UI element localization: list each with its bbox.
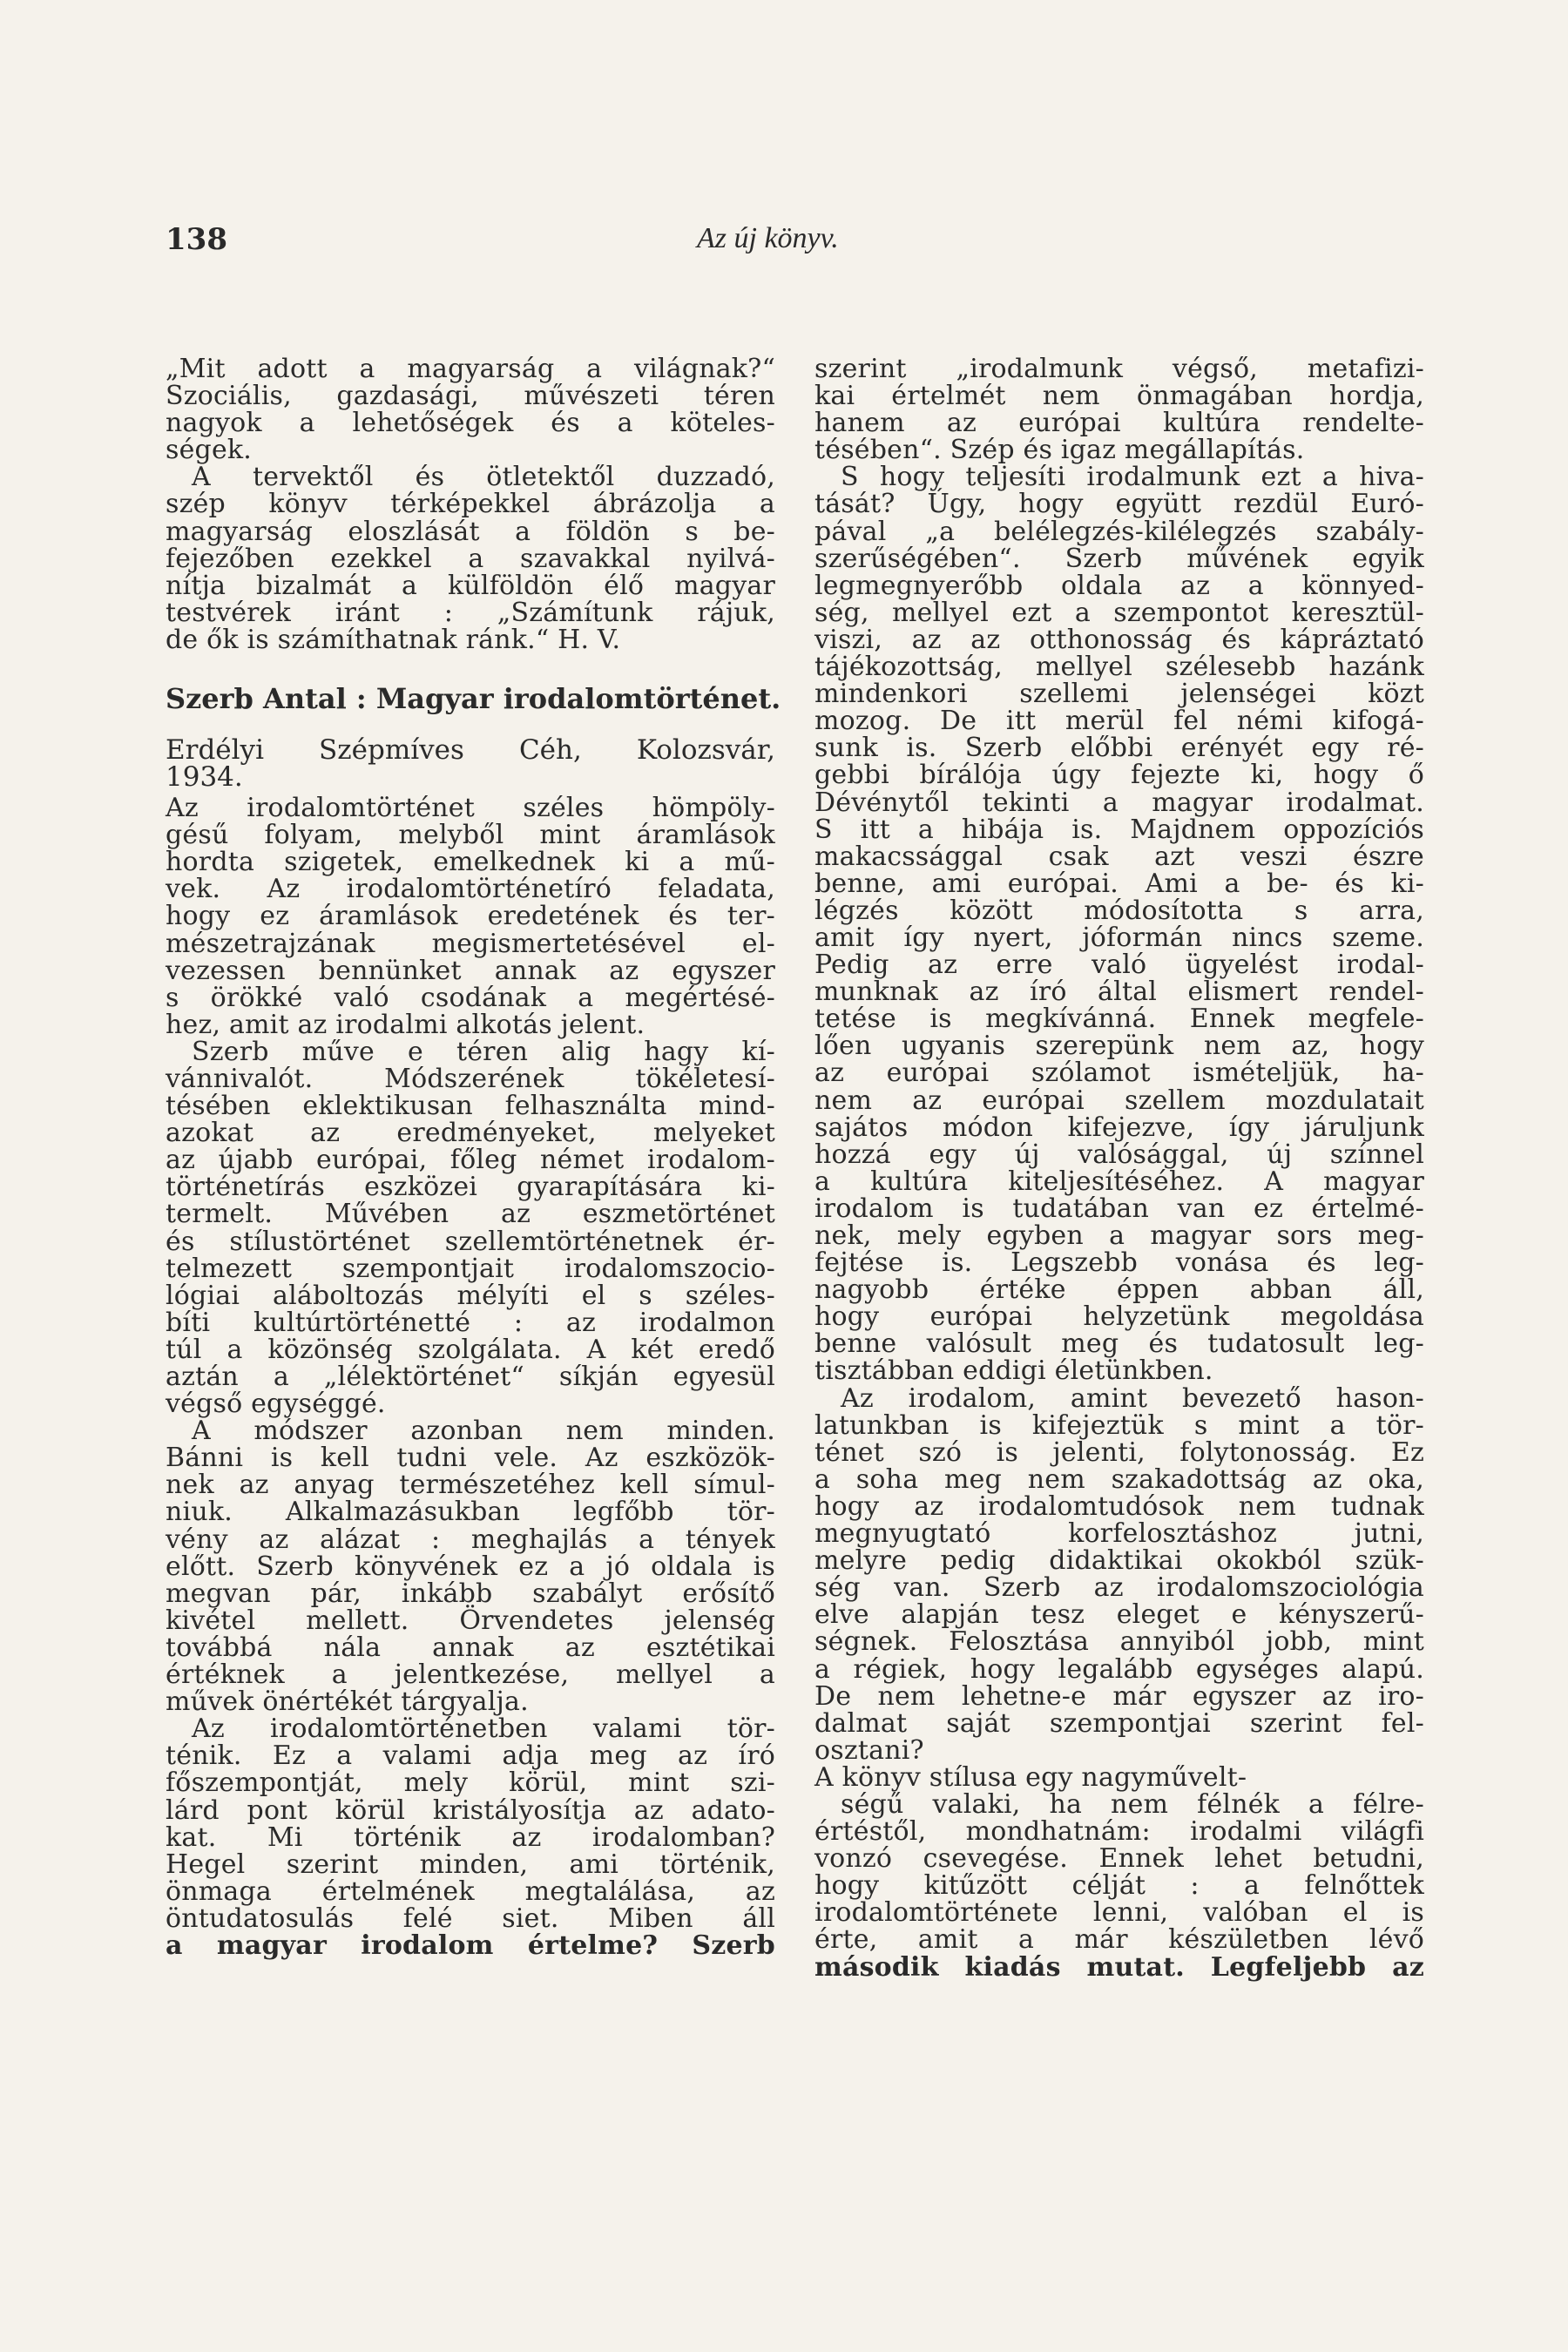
text-line: az európai szólamot ismételjük, ha- xyxy=(814,1058,1424,1089)
text-line: A módszer azonban nem minden. xyxy=(192,1416,775,1447)
text-line: nagyok a lehetőségek és a köteles- xyxy=(166,408,775,439)
text-line: Az irodalomtörténet széles hömpöly- xyxy=(166,793,775,824)
text-line: termelt. Művében az eszmetörténet xyxy=(166,1199,775,1230)
text-line: a magyar irodalom értelme? Szerb xyxy=(166,1930,775,1961)
text-line: szép könyv térképekkel ábrázolja a xyxy=(166,489,775,520)
text-line: nítja bizalmát a külföldön élő magyar xyxy=(166,570,775,601)
text-line: öntudatosulás felé siet. Miben áll xyxy=(166,1903,775,1934)
text-line: benne valósult meg és tudatosult leg- xyxy=(814,1328,1424,1360)
text-line: vánnivalót. Módszerének tökéletesí- xyxy=(166,1063,775,1094)
text-line: benne, ami európai. Ami a be- és ki- xyxy=(814,868,1424,899)
running-title: Az új könyv. xyxy=(697,222,839,254)
text-line: tésében eklektikusan felhasználta mind- xyxy=(166,1091,775,1122)
text-line: De nem lehetne-e már egyszer az iro- xyxy=(814,1680,1424,1712)
text-line: önmaga értelmének megtalálása, az xyxy=(166,1876,775,1907)
text-line: ségek. xyxy=(166,435,253,466)
text-line: kat. Mi történik az irodalomban? xyxy=(166,1821,775,1853)
text-line: mészetrajzának megismertetésével el- xyxy=(166,928,775,959)
text-line: s örökké való csodának a megértésé- xyxy=(166,982,775,1013)
text-line: értéknek a jelentkezése, mellyel a xyxy=(166,1659,775,1691)
text-line: továbbá nála annak az esztétikai xyxy=(166,1632,775,1663)
text-line: hogy az irodalomtudósok nem tudnak xyxy=(814,1490,1424,1522)
text-line: mindenkori szellemi jelenségei közt xyxy=(814,679,1424,710)
text-line: irodalom is tudatában van ez értelmé- xyxy=(814,1193,1424,1224)
text-line: vek. Az irodalomtörténetíró feladata, xyxy=(166,874,775,905)
text-line: tisztábban eddigi életünkben. xyxy=(814,1355,1213,1387)
text-line: tájékozottság, mellyel szélesebb hazánk xyxy=(814,652,1424,683)
text-line: főszempontját, mely körül, mint szi- xyxy=(166,1767,775,1799)
text-line: szerűségében“. Szerb művének egyik xyxy=(814,543,1424,574)
text-line: légzés között módosította s arra, xyxy=(814,895,1424,926)
text-line: niuk. Alkalmazásukban legfőbb tör- xyxy=(166,1497,775,1528)
text-line: sajátos módon kifejezve, így járuljunk xyxy=(814,1112,1424,1143)
text-line: a kultúra kiteljesítéséhez. A magyar xyxy=(814,1166,1424,1197)
text-line: megvan pár, inkább szabályt erősítő xyxy=(166,1578,775,1609)
text-line: második kiadás mutat. Legfeljebb az xyxy=(814,1951,1424,1983)
text-line: hordta szigetek, emelkednek ki a mű- xyxy=(166,847,775,878)
left-column xyxy=(166,354,781,1961)
text-line: lárd pont körül kristályosítja az adato- xyxy=(166,1794,775,1826)
text-line: megnyugtató korfelosztáshoz jutni, xyxy=(814,1518,1424,1550)
page-number: 138 xyxy=(166,222,227,257)
right-column xyxy=(814,355,1424,1981)
text-line: Pedig az erre való ügyelést irodal- xyxy=(814,950,1424,981)
text-line: hogy európai helyzetünk megoldása xyxy=(814,1301,1424,1333)
text-line: hogy kitűzött célját : a felnőttek xyxy=(814,1870,1424,1902)
text-line: makacssággal csak azt veszi észre xyxy=(814,841,1424,872)
text-line: A tervektől és ötletektől duzzadó, xyxy=(192,462,775,493)
text-line: mozog. De itt merül fel némi kifogá- xyxy=(814,706,1424,737)
text-line: de ők is számíthatnak ránk.“ H. V. xyxy=(166,624,621,655)
text-line: értéstől, mondhatnám: irodalmi világfi xyxy=(814,1816,1424,1848)
text-line: Bánni is kell tudni vele. Az eszközök- xyxy=(166,1443,775,1474)
text-line: hogy ez áramlások eredetének és ter- xyxy=(166,901,775,932)
text-line: nek, mely egyben a magyar sors meg- xyxy=(814,1220,1424,1251)
text-line: dalmat saját szempontjai szerint fel- xyxy=(814,1707,1424,1739)
text-line: túl a közönség szolgálata. A két eredő xyxy=(166,1334,775,1365)
text-line: ténet szó is jelenti, folytonosság. Ez xyxy=(814,1436,1424,1468)
text-line: melyre pedig didaktikai okokból szük- xyxy=(814,1545,1424,1577)
text-line: gebbi bírálója úgy fejezte ki, hogy ő xyxy=(814,760,1424,791)
book-publication-info: 1934. xyxy=(166,761,243,794)
text-line: irodalomtörténete lenni, valóban el is xyxy=(814,1897,1424,1929)
text-line: gésű folyam, melyből mint áramlások xyxy=(166,820,775,851)
text-line: nek az anyag természetéhez kell símul- xyxy=(166,1470,775,1501)
text-line: előtt. Szerb könyvének ez a jó oldala is xyxy=(166,1551,775,1582)
text-line: történetírás eszközei gyarapítására ki- xyxy=(166,1172,775,1203)
text-line: művek önértékét tárgyalja. xyxy=(166,1686,529,1718)
text-line: kai értelmét nem önmagában hordja, xyxy=(814,381,1424,412)
text-line: a soha meg nem szakadottság az oka, xyxy=(814,1463,1424,1495)
page-header xyxy=(166,222,902,266)
text-line: vény az alázat : meghajlás a tények xyxy=(166,1524,775,1555)
text-line: S hogy teljesíti irodalmunk ezt a hiva- xyxy=(841,462,1424,493)
text-line: azokat az eredményeket, melyeket xyxy=(166,1118,775,1149)
text-line: lógiai aláboltozás mélyíti el s széles- xyxy=(166,1280,775,1311)
text-line: tását? Úgy, hogy együtt rezdül Euró- xyxy=(814,489,1424,520)
text-line: Szociális, gazdasági, művészeti téren xyxy=(166,381,775,412)
text-line: legmegnyerőbb oldala az a könnyed- xyxy=(814,570,1424,601)
text-line: tésében“. Szép és igaz megállapítás. xyxy=(814,435,1305,466)
text-line: Hegel szerint minden, ami történik, xyxy=(166,1848,775,1880)
text-line: hanem az európai kultúra rendelte- xyxy=(814,408,1424,439)
text-line: fejtése is. Legszebb vonása és leg- xyxy=(814,1247,1424,1279)
text-line: ténik. Ez a valami adja meg az író xyxy=(166,1740,775,1772)
text-line: Szerb műve e téren alig hagy kí- xyxy=(192,1036,775,1067)
text-line: osztani? xyxy=(814,1734,924,1766)
text-line: pával „a belélegzés-kilélegzés szabály- xyxy=(814,516,1424,547)
text-line: sunk is. Szerb előbbi erényét egy ré- xyxy=(814,733,1424,764)
text-line: lően ugyanis szerepünk nem az, hogy xyxy=(814,1031,1424,1062)
text-line: hez, amit az irodalmi alkotás jelent. xyxy=(166,1009,645,1040)
text-line: a régiek, hogy legalább egységes alapú. xyxy=(814,1653,1424,1685)
text-line: kivétel mellett. Örvendetes jelenség xyxy=(166,1605,775,1636)
text-line: vonzó csevegése. Ennek lehet betudni, xyxy=(814,1843,1424,1875)
text-line: végső egységgé. xyxy=(166,1389,386,1420)
text-line: „Mit adott a magyarság a világnak?“ xyxy=(166,354,775,384)
spacer xyxy=(166,653,775,679)
text-line: fejezőben ezekkel a szavakkal nyilvá- xyxy=(166,543,775,574)
text-line: ség, mellyel ezt a szempontot keresztül- xyxy=(814,597,1424,628)
text-line: szerint „irodalmunk végső, metafizi- xyxy=(814,354,1424,384)
text-line: telmezett szempontjait irodalomszocio- xyxy=(166,1253,775,1284)
text-line: aztán a „lélektörténet“ síkján egyesül xyxy=(166,1362,775,1392)
text-line: Dévénytől tekinti a magyar irodalmat. xyxy=(814,787,1424,818)
review-heading: Szerb Antal : Magyar irodalomtörténet. xyxy=(166,682,781,716)
text-line: S itt a hibája is. Majdnem oppozíciós xyxy=(814,814,1424,845)
book-publication-info: Erdélyi Szépmíves Céh, Kolozsvár, xyxy=(166,734,775,767)
text-line: az újabb európai, főleg német irodalom- xyxy=(166,1145,775,1176)
text-line: hozzá egy új valósággal, új színnel xyxy=(814,1139,1424,1170)
text-line: és stílustörténet szellemtörténetnek ér- xyxy=(166,1226,775,1257)
text-line: nem az európai szellem mozdulatait xyxy=(814,1085,1424,1116)
text-line: Az irodalomtörténetben valami tör- xyxy=(192,1713,775,1745)
text-line: viszi, az az otthonosság és kápráztató xyxy=(814,624,1424,655)
text-line: ség van. Szerb az irodalomszociológia xyxy=(814,1572,1424,1604)
text-line: magyarság eloszlását a földön s be- xyxy=(166,516,775,547)
text-line: tetése is megkívánná. Ennek megfele- xyxy=(814,1004,1424,1035)
text-line: nagyobb értéke éppen abban áll, xyxy=(814,1274,1424,1306)
text-line: érte, amit a már készületben lévő xyxy=(814,1924,1424,1956)
text-line: munknak az író által elismert rendel- xyxy=(814,977,1424,1008)
text-line: elve alapján tesz eleget e kényszerű- xyxy=(814,1599,1424,1631)
text-line: A könyv stílusa egy nagyművelt- xyxy=(814,1761,1247,1793)
text-line: Az irodalom, amint bevezető hason- xyxy=(841,1382,1424,1414)
text-line: ségű valaki, ha nem félnék a félre- xyxy=(841,1788,1424,1820)
text-line: amit így nyert, jóformán nincs szeme. xyxy=(814,922,1424,953)
text-line: testvérek iránt : „Számítunk rájuk, xyxy=(166,597,775,628)
text-line: vezessen bennünket annak az egyszer xyxy=(166,955,775,986)
text-line: ségnek. Felosztása annyiból jobb, mint xyxy=(814,1626,1424,1658)
text-line: latunkban is kifejeztük s mint a tör- xyxy=(814,1409,1424,1441)
text-line: bíti kultúrtörténetté : az irodalmon xyxy=(166,1307,775,1338)
